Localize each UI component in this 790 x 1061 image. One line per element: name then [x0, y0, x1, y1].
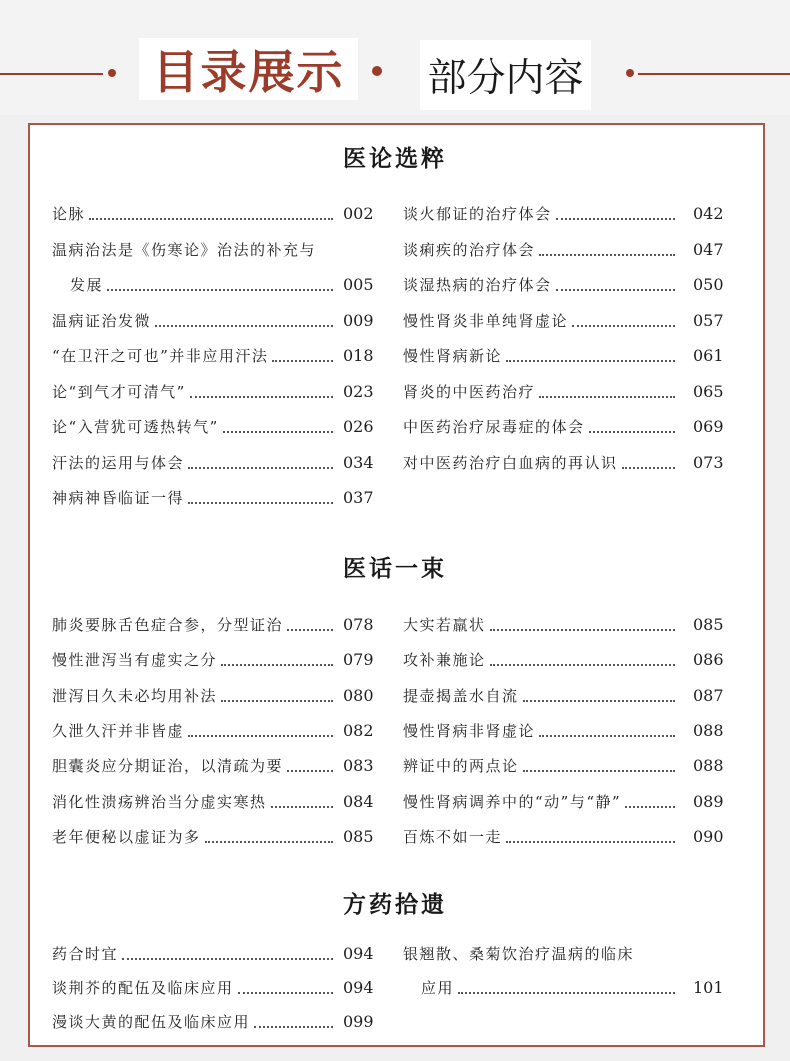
toc-entry — [0, 823, 790, 851]
header-band — [0, 0, 790, 115]
entry-page: 078 — [343, 615, 374, 634]
toc-entry — [0, 717, 790, 745]
entry-page: 065 — [693, 381, 724, 401]
entry-page: 101 — [693, 978, 724, 997]
dot-leader — [506, 360, 675, 362]
entry-title: 久泄久汗并非皆虚 — [52, 721, 185, 740]
entry-page: 073 — [693, 452, 724, 472]
entry-title: 慢性肾病非肾虚论 — [403, 721, 536, 740]
entry-page: 005 — [343, 275, 374, 294]
entry-title: 谈火郁证的治疗体会 — [403, 205, 552, 223]
dot-leader — [254, 1026, 333, 1028]
entry-page: 085 — [693, 615, 724, 634]
dot-leader — [539, 396, 675, 398]
dot-leader — [490, 664, 675, 666]
entry-page: 094 — [343, 978, 374, 997]
dot-leader — [622, 467, 675, 469]
banner-title: 目录展示 — [139, 38, 358, 100]
entry-title: 慢性肾病新论 — [403, 347, 503, 365]
left-rule — [0, 73, 103, 75]
entry-title: 泄泻日久未必均用补法 — [52, 686, 218, 705]
toc-entry — [0, 413, 790, 441]
toc-entry — [0, 307, 790, 335]
entry-page: 009 — [343, 310, 374, 330]
toc-entry — [0, 940, 790, 968]
entry-page: 090 — [693, 826, 724, 846]
entry-title: 发展 — [70, 276, 104, 294]
entry-title: 中医药治疗尿毒症的体会 — [403, 418, 585, 436]
entry-page: 061 — [693, 346, 724, 365]
entry-page: 088 — [693, 756, 724, 776]
entry-page: 079 — [343, 650, 374, 670]
entry-page: 088 — [693, 720, 724, 740]
dot-leader — [556, 218, 675, 220]
entry-page: 037 — [343, 488, 374, 507]
entry-page: 050 — [693, 275, 724, 294]
entry-page: 026 — [343, 417, 374, 436]
entry-page: 034 — [343, 452, 374, 472]
entry-title: 百炼不如一走 — [403, 827, 503, 846]
entry-title: 神病神昏临证一得 — [52, 489, 185, 507]
dot-leader — [625, 806, 675, 808]
entry-page: 086 — [693, 650, 724, 670]
toc-entry — [0, 646, 790, 674]
toc-entry — [0, 752, 790, 780]
entry-page: 069 — [693, 417, 724, 436]
entry-title: 谈痢疾的治疗体会 — [403, 240, 536, 259]
toc-entry — [0, 342, 790, 370]
entry-page: 080 — [343, 685, 374, 705]
entry-page: 087 — [693, 685, 724, 705]
entry-title: 大实若羸状 — [403, 616, 486, 634]
dot-leader — [539, 735, 675, 737]
dot-leader — [506, 841, 675, 843]
banner-subtitle: 部分内容 — [420, 40, 591, 110]
entry-title: 谈荆芥的配伍及临床应用 — [52, 979, 234, 997]
toc-entry — [0, 611, 790, 639]
entry-page: 085 — [343, 826, 374, 846]
entry-title: “在卫汗之可也”并非应用汗法 — [52, 347, 269, 365]
entry-title: 消化性溃疡辨治当分虚实寒热 — [52, 792, 267, 811]
entry-title: 胆囊炎应分期证治，以清疏为要 — [52, 757, 284, 776]
entry-title: 论脉 — [52, 205, 86, 223]
entry-page: 042 — [693, 204, 724, 223]
entry-title: 攻补兼施论 — [403, 651, 486, 670]
toc-entry — [0, 682, 790, 710]
separator-dot — [372, 66, 382, 76]
entry-title: 汗法的运用与体会 — [52, 453, 185, 472]
entry-title: 论“入营犹可透热转气” — [52, 418, 219, 436]
entry-title: 慢性肾病调养中的“动”与“静” — [403, 792, 622, 811]
entry-title: 温病治法是《伤寒论》治法的补充与 — [52, 240, 317, 259]
dot-leader — [523, 700, 675, 702]
toc-entry — [0, 200, 790, 228]
toc-entry — [0, 484, 790, 512]
entry-title: 肾炎的中医药治疗 — [403, 382, 536, 401]
entry-page: 047 — [693, 239, 724, 259]
dot-leader — [188, 502, 333, 504]
section-title: 方药拾遗 — [343, 891, 447, 918]
entry-title: 慢性肾炎非单纯肾虚论 — [403, 311, 569, 330]
right-rule — [638, 73, 790, 75]
entry-title: 提壶揭盖水自流 — [403, 686, 519, 705]
section-title: 医话一束 — [343, 555, 447, 582]
entry-page: 082 — [343, 720, 374, 740]
dot-leader — [523, 770, 675, 772]
entry-title: 辨证中的两点论 — [403, 757, 519, 776]
section-title: 医论选粹 — [343, 145, 447, 172]
toc-entry — [0, 378, 790, 406]
toc-entry — [0, 974, 790, 1002]
toc-entry — [0, 449, 790, 477]
entry-title: 药合时宜 — [52, 945, 119, 963]
entry-title: 应用 — [421, 979, 455, 997]
entry-page: 002 — [343, 204, 374, 223]
toc-entry — [0, 236, 790, 264]
toc-entry — [0, 788, 790, 816]
entry-page: 018 — [343, 346, 374, 365]
entry-page: 023 — [343, 381, 374, 401]
entry-page: 057 — [693, 310, 724, 330]
entry-title: 对中医药治疗白血病的再认识 — [403, 453, 618, 472]
dot-leader — [589, 431, 675, 433]
entry-title: 慢性泄泻当有虚实之分 — [52, 651, 218, 670]
entry-title: 温病证治发微 — [52, 311, 152, 330]
toc-entry — [0, 1008, 790, 1036]
dot-leader — [572, 325, 675, 327]
entry-title: 老年便秘以虚证为多 — [52, 827, 201, 846]
entry-title: 论“到气才可清气” — [52, 382, 186, 401]
entry-page: 094 — [343, 944, 374, 963]
entry-title: 漫谈大黄的配伍及临床应用 — [52, 1013, 251, 1031]
right-dot — [626, 69, 634, 77]
dot-leader — [458, 992, 675, 994]
dot-leader — [556, 289, 675, 291]
entry-page: 084 — [343, 791, 374, 811]
entry-title: 谈湿热病的治疗体会 — [403, 276, 552, 294]
dot-leader — [539, 254, 675, 256]
entry-title: 银翘散、桑菊饮治疗温病的临床 — [403, 945, 635, 963]
entry-page: 083 — [343, 756, 374, 776]
entry-page: 099 — [343, 1012, 374, 1031]
entry-page: 089 — [693, 791, 724, 811]
dot-leader — [490, 629, 675, 631]
left-dot — [108, 69, 116, 77]
toc-entry — [0, 271, 790, 299]
entry-title: 肺炎要脉舌色症合参，分型证治 — [52, 616, 284, 634]
